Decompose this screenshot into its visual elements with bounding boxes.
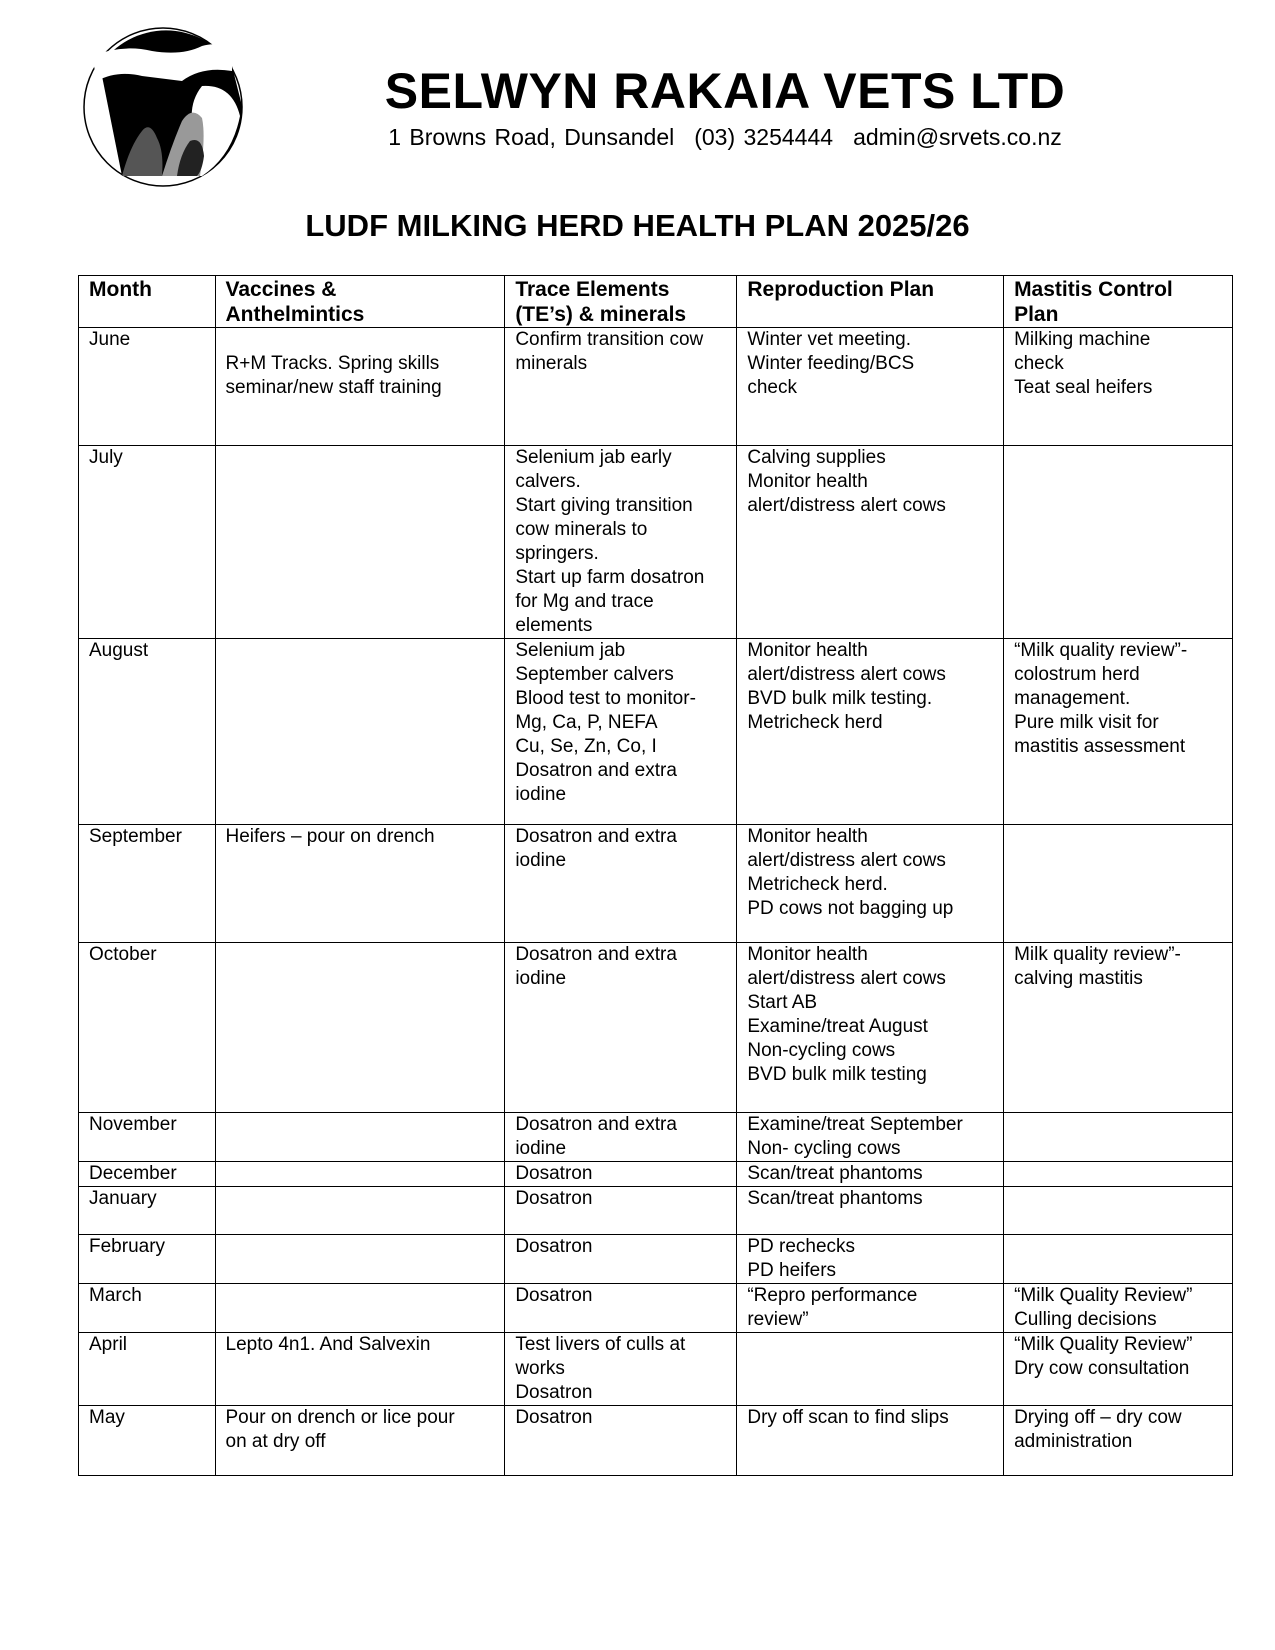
table-row: [79, 1406, 1233, 1476]
mastitis-cell: “Milk quality review”- colostrum herd management. Pure milk visit for mastitis assessment: [1004, 639, 1233, 825]
month-cell: June: [79, 328, 216, 446]
vaccines-cell: Heifers – pour on drench: [215, 825, 505, 943]
month-cell: March: [79, 1284, 216, 1333]
month-cell: November: [79, 1113, 216, 1162]
health-plan-table: [78, 275, 1233, 1476]
mastitis-cell: Drying off – dry cow administration: [1004, 1406, 1233, 1476]
company-address: 1 Browns Road, Dunsandel: [388, 124, 675, 150]
vaccines-cell: Pour on drench or lice pour on at dry off: [215, 1406, 505, 1476]
month-cell: December: [79, 1162, 216, 1187]
vaccines-cell: [215, 1187, 505, 1235]
table-row: [79, 639, 1233, 825]
mastitis-cell: [1004, 446, 1233, 639]
trace-elements-cell: Selenium jab early calvers. Start giving transition cow minerals to springers. Start up farm dosatron for Mg and trace elements: [505, 446, 737, 639]
reproduction-cell: PD rechecks PD heifers: [737, 1235, 1004, 1284]
reproduction-cell: Monitor health alert/distress alert cows BVD bulk milk testing. Metricheck herd: [737, 639, 1004, 825]
month-cell: April: [79, 1333, 216, 1406]
reproduction-cell: “Repro performance review”: [737, 1284, 1004, 1333]
table-row: [79, 1235, 1233, 1284]
vaccines-cell: [215, 639, 505, 825]
table-header-row: [79, 276, 1233, 328]
vaccines-cell: [215, 1284, 505, 1333]
reproduction-cell: Calving supplies Monitor health alert/distress alert cows: [737, 446, 1004, 639]
reproduction-cell: Monitor health alert/distress alert cows Metricheck herd. PD cows not bagging up: [737, 825, 1004, 943]
header-reproduction: Reproduction Plan: [737, 276, 1004, 328]
vaccines-cell: R+M Tracks. Spring skills seminar/new staff training: [215, 328, 505, 446]
trace-elements-cell: Confirm transition cow minerals: [505, 328, 737, 446]
month-cell: September: [79, 825, 216, 943]
vaccines-cell: [215, 1235, 505, 1284]
table-row: [79, 446, 1233, 639]
company-phone: (03) 3254444: [694, 124, 834, 150]
reproduction-cell: Dry off scan to find slips: [737, 1406, 1004, 1476]
reproduction-cell: Scan/treat phantoms: [737, 1187, 1004, 1235]
animal-silhouettes-logo-icon: [82, 26, 244, 188]
trace-elements-cell: Dosatron: [505, 1284, 737, 1333]
mastitis-cell: Milk quality review”- calving mastitis: [1004, 943, 1233, 1113]
company-email: admin@srvets.co.nz: [853, 124, 1062, 150]
month-cell: August: [79, 639, 216, 825]
month-cell: February: [79, 1235, 216, 1284]
vaccines-cell: [215, 1162, 505, 1187]
header-mastitis: Mastitis Control Plan: [1004, 276, 1233, 328]
month-cell: July: [79, 446, 216, 639]
trace-elements-cell: Dosatron and extra iodine: [505, 825, 737, 943]
reproduction-cell: Monitor health alert/distress alert cows Start AB Examine/treat August Non-cycling cows BVD bulk milk testing: [737, 943, 1004, 1113]
mastitis-cell: [1004, 1187, 1233, 1235]
trace-elements-cell: Dosatron and extra iodine: [505, 1113, 737, 1162]
table-row: [79, 825, 1233, 943]
mastitis-cell: [1004, 1113, 1233, 1162]
table-row: [79, 1333, 1233, 1406]
header-month: Month: [79, 276, 216, 328]
trace-elements-cell: Dosatron: [505, 1235, 737, 1284]
header-trace-elements: Trace Elements (TE’s) & minerals: [505, 276, 737, 328]
month-cell: January: [79, 1187, 216, 1235]
mastitis-cell: [1004, 825, 1233, 943]
vaccines-cell: [215, 1113, 505, 1162]
trace-elements-cell: Dosatron: [505, 1187, 737, 1235]
table-row: [79, 1113, 1233, 1162]
trace-elements-cell: Selenium jab September calvers Blood test to monitor- Mg, Ca, P, NEFA Cu, Se, Zn, Co, I Dosatron and extra iodine: [505, 639, 737, 825]
table-row: [79, 1162, 1233, 1187]
reproduction-cell: Examine/treat September Non- cycling cows: [737, 1113, 1004, 1162]
mastitis-cell: [1004, 1162, 1233, 1187]
table-row: [79, 328, 1233, 446]
header-vaccines: Vaccines & Anthelmintics: [215, 276, 505, 328]
trace-elements-cell: Test livers of culls at works Dosatron: [505, 1333, 737, 1406]
table-row: [79, 1187, 1233, 1235]
mastitis-cell: “Milk Quality Review” Dry cow consultation: [1004, 1333, 1233, 1406]
reproduction-cell: Scan/treat phantoms: [737, 1162, 1004, 1187]
contact-line: [320, 126, 1130, 149]
trace-elements-cell: Dosatron: [505, 1162, 737, 1187]
month-cell: October: [79, 943, 216, 1113]
trace-elements-cell: Dosatron and extra iodine: [505, 943, 737, 1113]
reproduction-cell: Winter vet meeting. Winter feeding/BCS check: [737, 328, 1004, 446]
trace-elements-cell: Dosatron: [505, 1406, 737, 1476]
reproduction-cell: [737, 1333, 1004, 1406]
table-row: [79, 1284, 1233, 1333]
vaccines-cell: [215, 446, 505, 639]
table-row: [79, 943, 1233, 1113]
mastitis-cell: [1004, 1235, 1233, 1284]
mastitis-cell: Milking machine check Teat seal heifers: [1004, 328, 1233, 446]
month-cell: May: [79, 1406, 216, 1476]
vaccines-cell: Lepto 4n1. And Salvexin: [215, 1333, 505, 1406]
document-title: LUDF MILKING HERD HEALTH PLAN 2025/26: [305, 208, 970, 243]
company-name: SELWYN RAKAIA VETS LTD: [384, 63, 1066, 119]
mastitis-cell: “Milk Quality Review” Culling decisions: [1004, 1284, 1233, 1333]
vaccines-cell: [215, 943, 505, 1113]
